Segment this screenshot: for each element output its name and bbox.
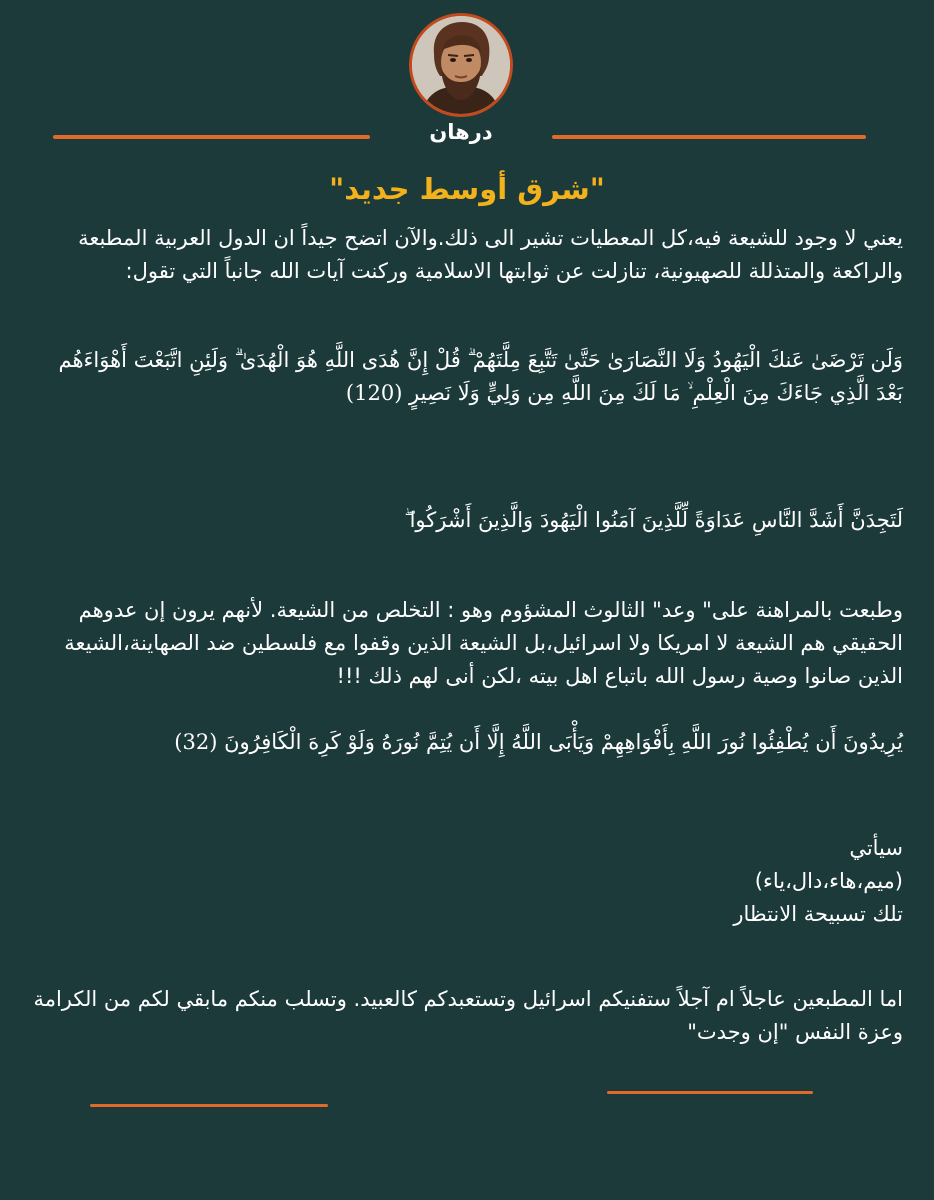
quran-verse-32: يُرِيدُونَ أَن يُطْفِئُوا نُورَ اللَّهِ بِأَفْوَاهِهِمْ وَيَأْبَى اللَّهُ إِلَّا أَن يُتِمَّ نُورَهُ وَلَوْ كَرِهَ الْكَافِرُونَ (32) (174, 730, 903, 754)
quran-verse-120: وَلَن تَرْضَىٰ عَنكَ الْيَهُودُ وَلَا النَّصَارَىٰ حَتَّىٰ تَتَّبِعَ مِلَّتَهُمْ ۗ قُلْ إِنَّ هُدَى اللَّهِ هُوَ الْهُدَىٰ ۗ وَلَئِنِ اتَّبَعْتَ أَهْوَاءَهُم بَعْدَ الَّذِي جَاءَكَ مِنَ الْعِلْمِ ۙ مَا لَكَ مِنَ اللَّهِ مِن وَلِيٍّ وَلَا نَصِيرٍ (120) (58, 348, 903, 405)
paragraph-closing: اما المطبعين عاجلاً ام آجلاً ستفنيكم اسرائيل وتستعبدكم كالعبيد. وتسلب منكم مابقي لكم من الكرامة وعزة النفس "إن وجدت" (33, 987, 903, 1044)
paragraph-coming: سيأتي (ميم،هاء،دال،ياء) تلك تسبيحة الانتظار (733, 836, 903, 926)
paragraph-normalization: وطبعت بالمراهنة على" وعد" الثالوث المشؤوم وهو : التخلص من الشيعة. لأنهم يرون إن عدوهم الحقيقي هم الشيعة لا امريكا ولا اسرائيل،بل الشيعة الذين وقفوا مع فلسطين ضد الصهاينة،الشيعة الذين صانوا وصية رسول الله باتباع اهل بيته ،لكن أنى لهم ذلك !!! (64, 598, 903, 688)
author-avatar (409, 13, 513, 117)
quran-verse-enmity: لَتَجِدَنَّ أَشَدَّ النَّاسِ عَدَاوَةً لِّلَّذِينَ آمَنُوا الْيَهُودَ وَالَّذِينَ أَشْرَكُوا ۖ (404, 508, 903, 532)
underline-mark-right (607, 1091, 813, 1094)
author-name: درهان (429, 120, 493, 144)
bearded-man-portrait-icon (412, 16, 510, 114)
post-content (28, 222, 903, 1049)
post-title: "شرق أوسط جديد" (329, 172, 605, 206)
paragraph-intro: يعني لا وجود للشيعة فيه،كل المعطيات تشير الى ذلك.والآن اتضح جيداً ان الدول العربية المطبعة والراكعة والمتذللة للصهيونية، تنازلت عن ثوابتها الاسلامية وركنت آيات الله جانباً التي تقول: (78, 226, 903, 283)
underline-mark-left (90, 1104, 328, 1107)
header-divider-left (53, 135, 370, 139)
header-divider-right (552, 135, 866, 139)
